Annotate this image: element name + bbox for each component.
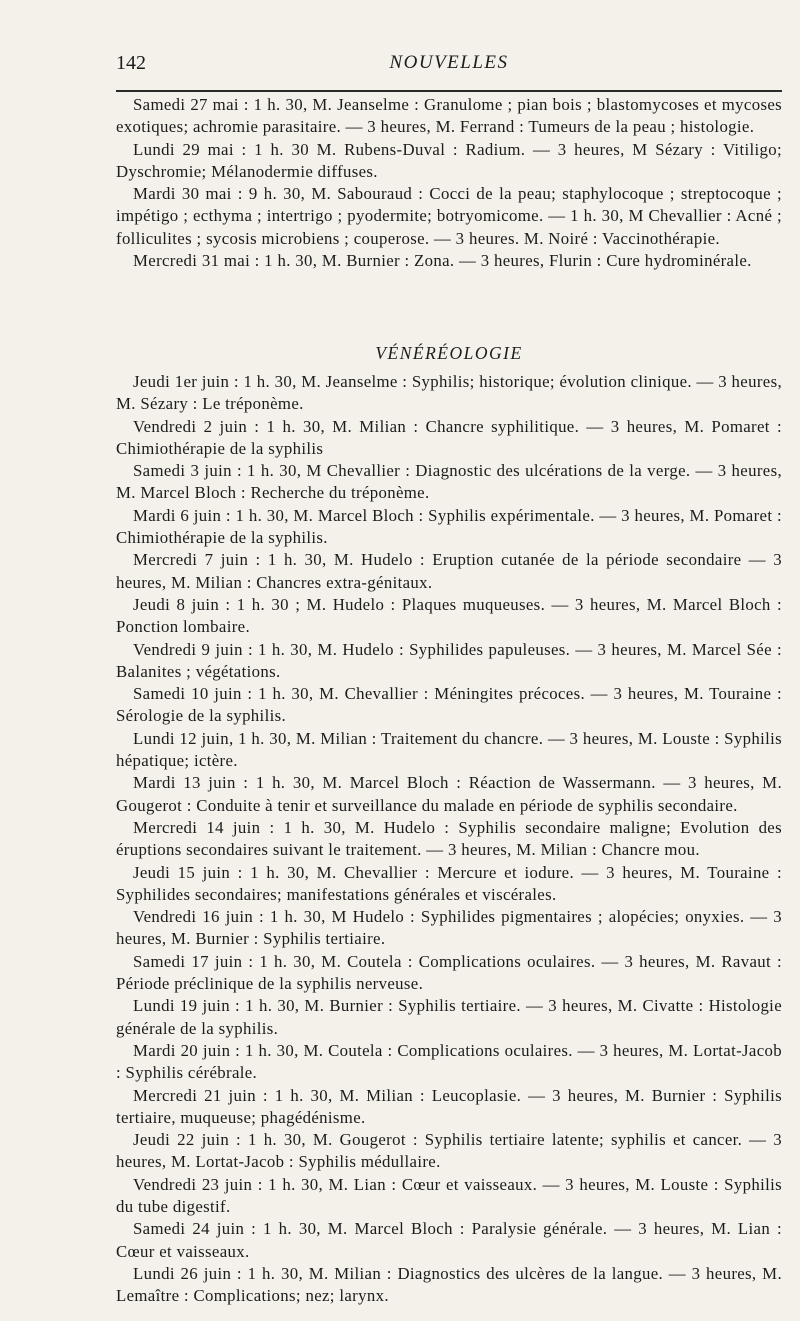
schedule-paragraph: Vendredi 16 juin : 1 h. 30, M Hudelo : Syphilides pigmentaires ; alopécies; onyxies. — 3 heures, M. Burnier : Syphilis tertiaire.: [116, 907, 782, 949]
schedule-paragraph: Mercredi 7 juin : 1 h. 30, M. Hudelo : Eruption cutanée de la période secondaire — 3 heures, M. Milian : Chancres extra-génitaux.: [116, 550, 782, 592]
schedule-paragraph: Vendredi 9 juin : 1 h. 30, M. Hudelo : Syphilides papuleuses. — 3 heures, M. Marcel Sée : Balanites ; végétations.: [116, 639, 782, 681]
schedule-paragraph: Jeudi 8 juin : 1 h. 30 ; M. Hudelo : Plaques muqueuses. — 3 heures, M. Marcel Bloch : Ponction lombaire.: [116, 594, 782, 637]
section-title: VÉNÉRÉOLOGIE: [375, 343, 523, 363]
schedule-paragraph: Samedi 27 mai : 1 h. 30, M. Jeanselme : Granulome ; pian bois ; blastomycoses et mycoses exotiques; achromie parasitaire. — 3 heures, M. Ferrand : Tumeurs de la peau ; histologie.: [116, 95, 782, 137]
schedule-paragraph: Mardi 30 mai : 9 h. 30, M. Sabouraud : Cocci de la peau; staphylocoque ; streptocoque ; impétigo ; ecthyma ; intertrigo ; pyodermite; botryomicome. — 1 h. 30, M Chevallier : Acné ; folliculites ; sycosis microbiens ; couperose. — 3 heures. M. Noiré : Vaccinothérapie.: [116, 184, 782, 248]
schedule-paragraph: Jeudi 15 juin : 1 h. 30, M. Chevallier : Mercure et iodure. — 3 heures, M. Touraine : Syphilides secondaires; manifestations générales et viscérales.: [116, 862, 782, 904]
schedule-paragraph: Samedi 17 juin : 1 h. 30, M. Coutela : Complications oculaires. — 3 heures, M. Ravaut : Période préclinique de la syphilis nerveuse.: [116, 951, 782, 994]
schedule-paragraph: Samedi 3 juin : 1 h. 30, M Chevallier : Diagnostic des ulcérations de la verge. — 3 heures, M. Marcel Bloch : Recherche du tréponème.: [116, 461, 782, 503]
schedule-paragraph: Samedi 10 juin : 1 h. 30, M. Chevallier : Méningites précoces. — 3 heures, M. Touraine : Sérologie de la syphilis.: [116, 684, 782, 726]
schedule-paragraph: Mardi 6 juin : 1 h. 30, M. Marcel Bloch : Syphilis expérimentale. — 3 heures, M. Pomaret : Chimiothérapie de la syphilis.: [116, 505, 782, 548]
schedule-paragraph: Vendredi 2 juin : 1 h. 30, M. Milian : Chancre syphilitique. — 3 heures, M. Pomaret : Chimiothérapie de la syphilis: [116, 416, 782, 458]
schedule-paragraph: Lundi 12 juin, 1 h. 30, M. Milian : Traitement du chancre. — 3 heures, M. Louste : Syphilis hépatique; ictère.: [116, 728, 782, 771]
header-rule: [116, 90, 782, 92]
page-header: [116, 52, 782, 82]
dermatology-schedule: [116, 94, 782, 272]
schedule-paragraph: Samedi 24 juin : 1 h. 30, M. Marcel Bloch : Paralysie générale. — 3 heures, M. Lian : Cœur et vaisseaux.: [116, 1219, 782, 1261]
venereology-schedule: [116, 371, 782, 1307]
schedule-paragraph: Mercredi 21 juin : 1 h. 30, M. Milian : Leucoplasie. — 3 heures, M. Burnier : Syphilis tertiaire, muqueuse; phagédénisme.: [116, 1085, 782, 1127]
schedule-paragraph: Vendredi 23 juin : 1 h. 30, M. Lian : Cœur et vaisseaux. — 3 heures, M. Louste : Syphilis du tube digestif.: [116, 1174, 782, 1216]
schedule-paragraph: Lundi 26 juin : 1 h. 30, M. Milian : Diagnostics des ulcères de la langue. — 3 heures, M. Lemaître : Complications; nez; larynx.: [116, 1263, 782, 1306]
page-number: 142: [116, 52, 146, 74]
schedule-paragraph: Lundi 19 juin : 1 h. 30, M. Burnier : Syphilis tertiaire. — 3 heures, M. Civatte : Histologie générale de la syphilis.: [116, 996, 782, 1038]
schedule-paragraph: Lundi 29 mai : 1 h. 30 M. Rubens-Duval : Radium. — 3 heures, M Sézary : Vitiligo; Dyschromie; Mélanodermie diffuses.: [116, 139, 782, 181]
running-title: NOUVELLES: [389, 52, 509, 73]
schedule-paragraph: Mardi 20 juin : 1 h. 30, M. Coutela : Complications oculaires. — 3 heures, M. Lortat-Jacob : Syphilis cérébrale.: [116, 1040, 782, 1083]
schedule-paragraph: Jeudi 1er juin : 1 h. 30, M. Jeanselme : Syphilis; historique; évolution clinique. — 3 heures, M. Sézary : Le tréponème.: [116, 372, 782, 414]
schedule-paragraph: Mercredi 31 mai : 1 h. 30, M. Burnier : Zona. — 3 heures, Flurin : Cure hydrominérale.: [133, 251, 752, 271]
schedule-paragraph: Mardi 13 juin : 1 h. 30, M. Marcel Bloch : Réaction de Wassermann. — 3 heures, M. Gougerot : Conduite à tenir et surveillance du malade en période de syphilis secondaire.: [116, 773, 782, 815]
schedule-paragraph: Mercredi 14 juin : 1 h. 30, M. Hudelo : Syphilis secondaire maligne; Evolution des éruptions secondaires suivant le traitement. — 3 heures, M. Milian : Chancre mou.: [116, 817, 782, 860]
schedule-paragraph: Jeudi 22 juin : 1 h. 30, M. Gougerot : Syphilis tertiaire latente; syphilis et cancer. — 3 heures, M. Lortat-Jacob : Syphilis médullaire.: [116, 1130, 782, 1172]
